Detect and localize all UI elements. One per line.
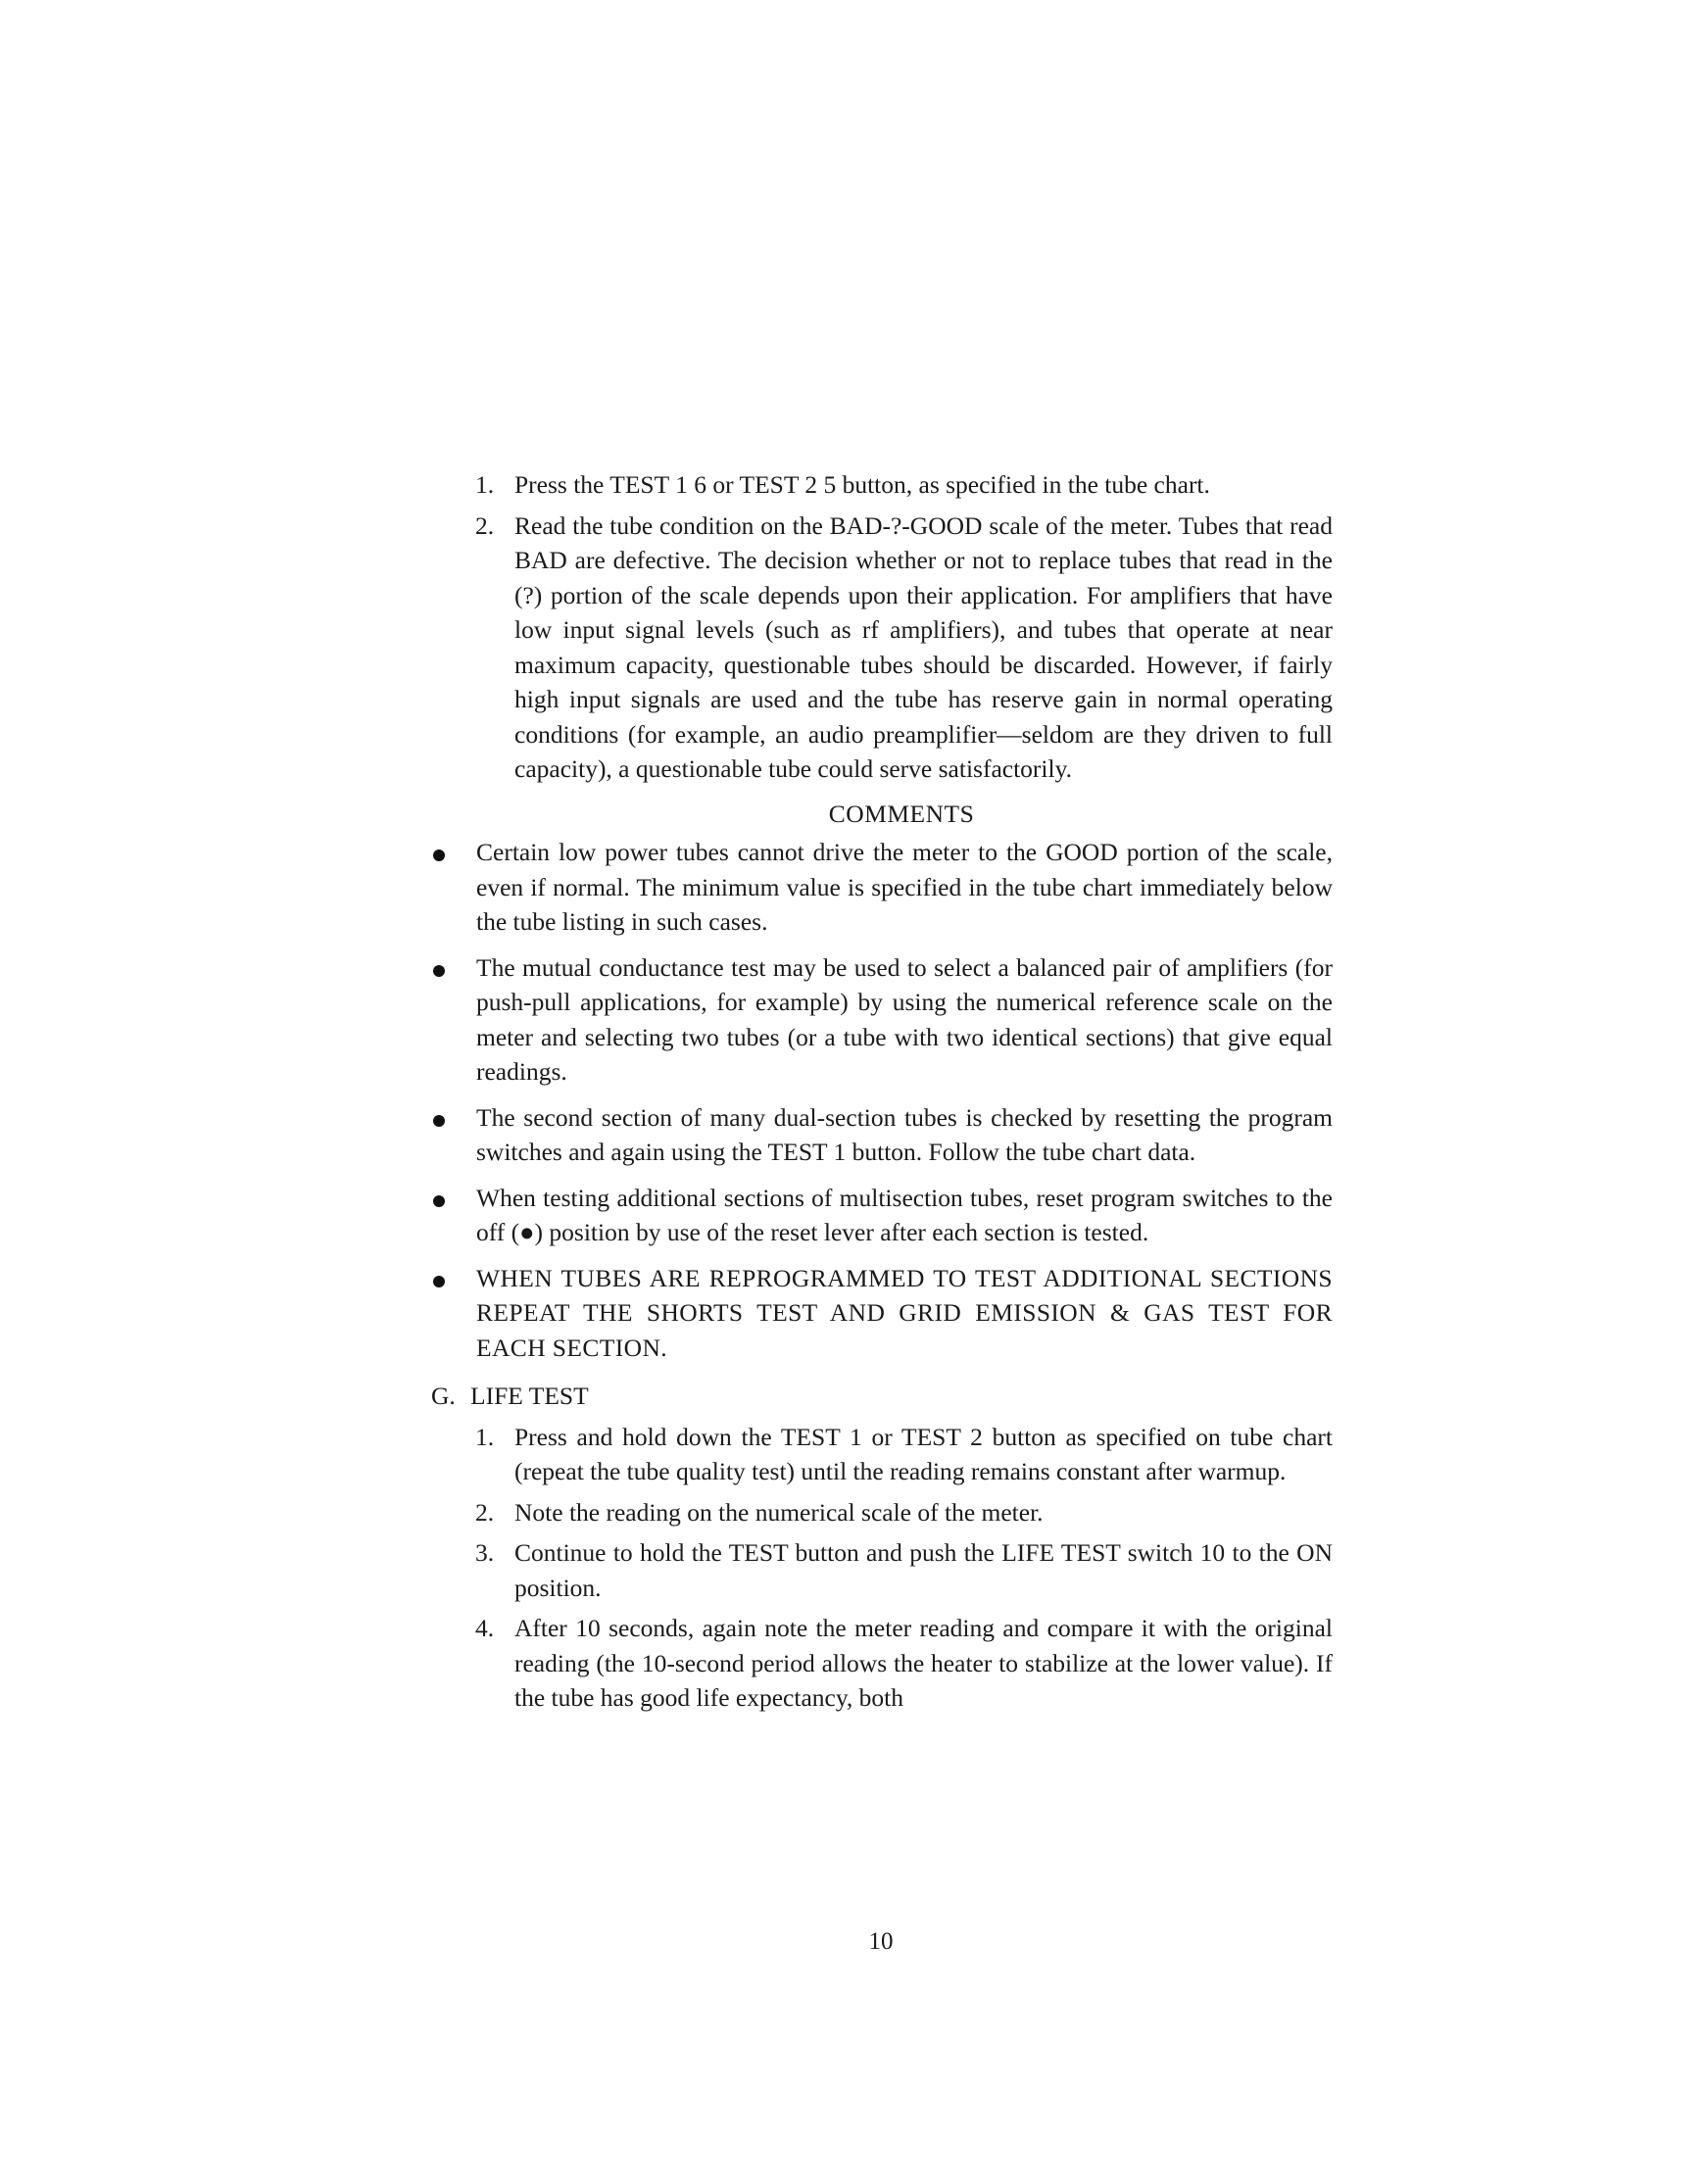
list-item — [431, 1420, 1333, 1489]
list-text: After 10 seconds, again note the meter reading and compare it with the original reading (the 10-second period allows the heater to stabilize at the lower value). If the tube has good life expectancy, both — [514, 1614, 1333, 1712]
list-text: Read the tube condition on the BAD-?-GOOD scale of the meter. Tubes that read BAD are defective. The decision whether or not to replace tubes that read in the (?) portion of the scale depends upon their application. For amplifiers that have low input signal levels (such as rf amplifiers), and tubes that operate at near maximum capacity, questionable tubes should be discarded. However, if fairly high input signals are used and the tube has reserve gain in normal operating conditions (for example, an audio preamplifier—seldom are they driven to full capacity), a questionable tube could serve satisfactorily. — [514, 510, 1333, 783]
comments-heading: COMMENTS — [828, 799, 975, 828]
comment-item — [431, 835, 1333, 940]
comment-text: WHEN TUBES ARE REPROGRAMMED TO TEST ADDITIONAL SECTIONS REPEAT THE SHORTS TEST AND GRID EMISSION & GAS TEST FOR EACH SECTION. — [476, 1263, 1333, 1362]
page-number: 10 — [868, 1928, 894, 1955]
comment-item — [431, 1181, 1333, 1250]
list-item — [431, 509, 1333, 787]
comment-item — [431, 1100, 1333, 1170]
comment-item — [431, 1261, 1333, 1366]
list-item — [431, 1535, 1333, 1605]
list-text: Press the TEST 1 6 or TEST 2 5 button, as specified in the tube chart. — [514, 470, 1210, 499]
section-letter: G. — [431, 1382, 456, 1410]
bullet-icon — [433, 965, 445, 977]
list-text: Continue to hold the TEST button and push the LIFE TEST switch 10 to the ON position. — [514, 1538, 1333, 1602]
list-item — [431, 1495, 1333, 1530]
section-title-text: LIFE TEST — [470, 1382, 589, 1410]
list-text: Note the reading on the numerical scale of the meter. — [514, 1497, 1044, 1527]
bullet-icon — [433, 1195, 445, 1207]
list-number: 1. — [475, 470, 495, 499]
bullet-icon — [433, 1115, 445, 1127]
list-number: 2. — [475, 510, 495, 540]
text-column — [431, 467, 1333, 1722]
list-number: 2. — [475, 1497, 495, 1527]
comment-item — [431, 950, 1333, 1090]
list-number: 3. — [475, 1538, 495, 1567]
bullet-icon — [433, 1276, 445, 1287]
comment-text: The second section of many dual-section tubes is checked by resetting the program switches and again using the TEST 1 button. Follow the tube chart data. — [476, 1102, 1333, 1166]
bullet-icon — [433, 849, 445, 861]
list-item — [431, 1611, 1333, 1716]
comment-text: Certain low power tubes cannot drive the meter to the GOOD portion of the scale, even if normal. The minimum value is specified in the tube chart immediately below the tube listing in such cases. — [476, 838, 1333, 936]
list-number: 1. — [475, 1422, 495, 1451]
list-text: Press and hold down the TEST 1 or TEST 2 button as specified on tube chart (repeat the tube quality test) until the reading remains constant after warmup. — [514, 1422, 1333, 1485]
list-item — [431, 467, 1333, 503]
comment-text: When testing additional sections of multisection tubes, reset program switches to the off (●) position by use of the reset lever after each section is tested. — [476, 1183, 1333, 1246]
section-title — [431, 1379, 1333, 1414]
list-number: 4. — [475, 1614, 495, 1642]
comment-text: The mutual conductance test may be used to select a balanced pair of amplifiers (for push-pull applications, for example) by using the numerical reference scale on the meter and selecting two tubes (or a tube with two identical sections) that give equal readings. — [476, 952, 1333, 1086]
